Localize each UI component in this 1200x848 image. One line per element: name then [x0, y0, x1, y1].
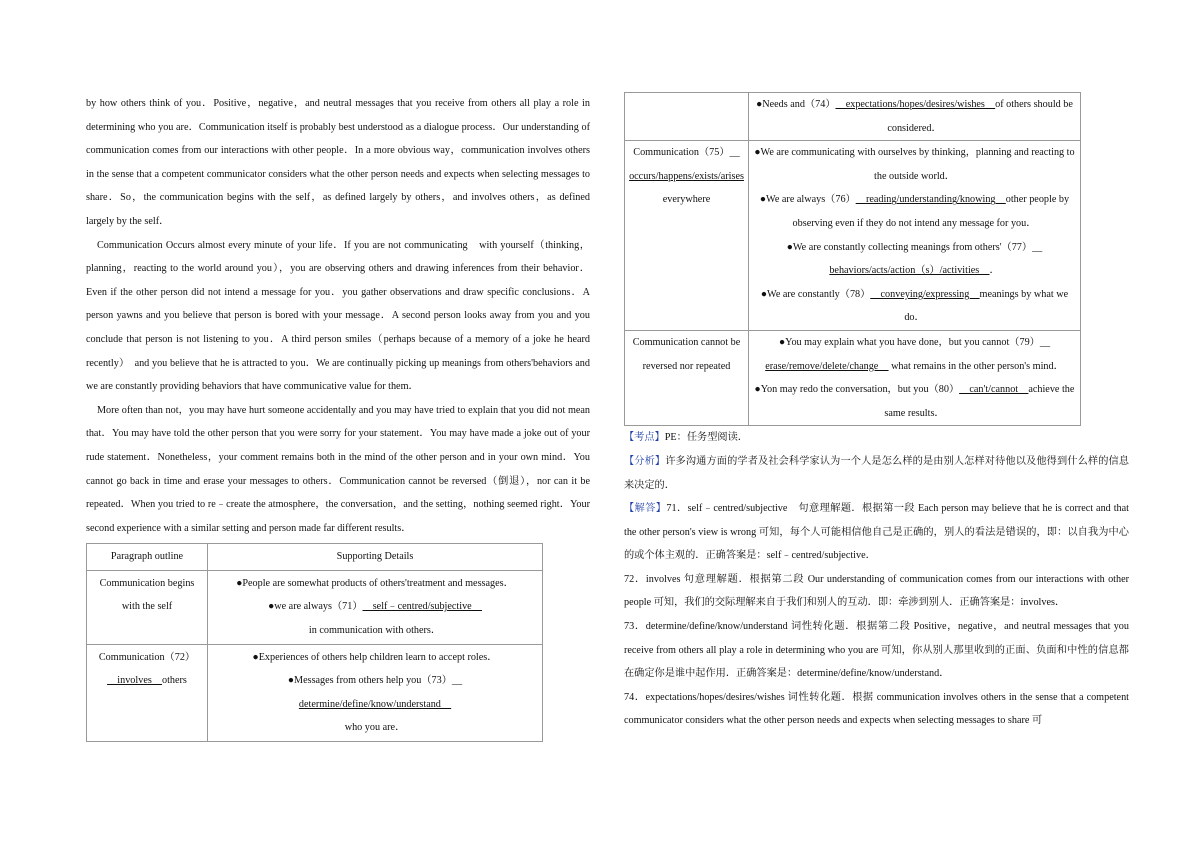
detail-text: ●Needs and（74） — [756, 99, 836, 110]
details-cell — [749, 330, 1081, 425]
table-header-row — [87, 544, 543, 571]
answer-77: behaviors/acts/action（s）/activities__ — [829, 265, 990, 277]
detail-text: what remains in the other person's mind． — [891, 360, 1064, 372]
passage-paragraph-3: More often than not，you may have hurt someone accidentally and you may have tried to explain that you did not mean that．You may have told the other person that you were sorry for your statement．You may have made a joke out of your rude statement．Nonetheless，your comment remains both in the mind of the other person and in your own mind．You cannot go back in time and erase your messages to others．Communication cannot be reversed（倒退），nor can it be repeated．When you tried to re﹣create the atmosphere，the conversation，and the setting，nothing seemed right．Your second experience with a similar setting and person made far different results． — [86, 404, 590, 534]
answer-explanation-72: 72．involves 句意理解题．根据第二段 Our understanding of communication comes from our interactions with other people 可知，我们的交际理解来自于我们和别人的互动．即：牵涉到别人．正确答案是：involves． — [624, 573, 1129, 609]
answer-72: __involves__ — [107, 675, 162, 687]
outline-cell — [87, 644, 208, 741]
table-row — [625, 93, 1081, 141]
detail-line: ●We are communicating with ourselves by thinking，planning and reacting to the outside world． — [754, 147, 1075, 182]
detail-line — [752, 283, 1077, 330]
detail-text: ． — [989, 265, 1000, 277]
answer-74: __expectations/hopes/desires/wishes__ — [835, 99, 996, 110]
answer-75: occurs/happens/exists/arises — [629, 170, 744, 182]
detail-line: ●Messages from others help you（73）__ — [287, 675, 463, 687]
fenxi-text: 许多沟通方面的学者及社会科学家认为一个人是怎么样的是由别人怎样对待他以及他得到什么样的信息来决定的． — [624, 455, 1129, 491]
detail-line — [752, 188, 1077, 235]
answer-76: __reading/understanding/knowing__ — [855, 194, 1006, 206]
fenxi-line — [624, 450, 1129, 497]
answer-explanation-73: 73．determine/define/know/understand 词性转化题．根据第二段 Positive，negative，and neutral messages that you receive from others all play a role in determining who you are 可知，你从别人那里收到的正面、负面和中性的信息都在确定你是谁中起作用．正确答案是：determine/define/know/understand． — [624, 621, 1129, 680]
header-paragraph-outline: Paragraph outline — [87, 544, 208, 571]
kaodian-line — [624, 426, 1129, 450]
fenxi-tag: 【分析】 — [624, 455, 666, 467]
detail-text: other people by observing even if they do not intend any message for you． — [792, 194, 1070, 229]
outline-cell: Communication begins with the self — [87, 570, 208, 644]
detail-line: ●Experiences of others help children learn to accept roles． — [252, 651, 498, 663]
detail-line — [752, 378, 1077, 425]
detail-line: who you are． — [344, 722, 406, 734]
outline-cell — [625, 141, 749, 331]
outline-text: others — [162, 675, 187, 687]
kaodian-tag: 【考点】 — [624, 432, 665, 444]
answer-78: __conveying/expressing__ — [870, 288, 980, 300]
jieda-line — [624, 497, 1129, 568]
jieda-text: 71．self﹣centred/subjective 句意理解题．根据第一段 Each person may believe that he is correct and that the other person's view is wrong 可知，每个人可能相信他自己是正确的，别人的看法是错误的，即：以自我为中心的或个体主观的．正确答案是：self﹣centred/subjective． — [624, 503, 1130, 562]
answer-80: __can't/cannot__ — [959, 384, 1029, 396]
header-supporting-details: Supporting Details — [208, 544, 543, 571]
detail-text: meanings by what we do． — [904, 288, 1069, 324]
details-cell — [208, 570, 543, 644]
table-row — [625, 330, 1081, 425]
outline-cell-empty — [625, 93, 749, 141]
detail-text: ●Yon may redo the conversation，but you（80） — [754, 384, 960, 396]
detail-line — [211, 595, 539, 619]
outline-table — [86, 543, 543, 742]
outline-text: Communication（72） — [98, 651, 196, 663]
detail-text: ●We are always（76） — [759, 194, 856, 206]
outline-text — [90, 669, 204, 693]
jieda-tag: 【解答】 — [624, 503, 667, 515]
answer-71: __self﹣centred/subjective__ — [362, 601, 482, 613]
outline-text: everywhere — [662, 194, 711, 206]
detail-line — [752, 236, 1077, 283]
table-row — [87, 570, 543, 644]
details-cell — [749, 93, 1081, 141]
kaodian-text: PE：任务型阅读． — [664, 432, 748, 444]
left-column — [86, 92, 590, 742]
outline-text: Communication（75）__ — [633, 147, 740, 159]
detail-text: ●You may explain what you have done，but you cannot（79）__ — [778, 336, 1051, 348]
table-row — [87, 644, 543, 741]
detail-text: ●We are constantly collecting meanings from others'（77）__ — [786, 241, 1043, 253]
detail-text: ●We are constantly（78） — [760, 288, 871, 300]
details-cell — [208, 644, 543, 741]
detail-line — [752, 331, 1077, 378]
details-cell — [749, 141, 1081, 331]
outline-cell: Communication cannot be reversed nor repeated — [625, 330, 749, 425]
answer-explanation-74: 74．expectations/hopes/desires/wishes 词性转化题．根据 communication involves others in the sense that a competent communicator considers what the other person needs and expects when selecting messages to share 可 — [624, 691, 1129, 727]
detail-text: of others should be considered． — [887, 99, 1073, 134]
answer-79: erase/remove/delete/change__ — [765, 360, 889, 372]
detail-text: ●we are always（71） — [268, 601, 363, 613]
detail-line: ●People are somewhat products of others'treatment and messages． — [236, 577, 514, 589]
right-column — [624, 92, 1129, 733]
table-row — [625, 141, 1081, 331]
detail-line: in communication with others． — [308, 625, 442, 637]
answer-73: determine/define/know/understand__ — [298, 698, 452, 710]
outline-table-continued — [624, 92, 1081, 426]
detail-text: achieve the same results． — [884, 384, 1075, 419]
passage-paragraph-1: by how others think of you．Positive，negative，and neutral messages that you receive from others all play a role in determining who you are．Communication itself is probably best understood as a dialogue process．Our understanding of communication comes from our interactions with other people．In a more obvious way，communication involves others in the sense that a competent communicator considers what the other person needs and expects when selecting messages to share．So，the communication begins with the self，as defined largely by others，and involves others，as defined largely by the self． — [86, 98, 590, 227]
passage-paragraph-2: Communication Occurs almost every minute of your life．If you are not communicating with yourself（thinking，planning，reacting to the world around you），you are observing others and drawing inferences from their behavior．Even if the other person did not intend a message for you．you gather observations and draw specific conclusions．A person yawns and you believe that person is bored with your message．A second person looks away from you and you conclude that person is not listening to you．A third person smiles（perhaps because of a memory of a joke he heard recently） and you believe that he is attracted to you．We are continually picking up meanings from others'behaviors and we are constantly providing behaviors that have communicative value for them． — [86, 239, 590, 393]
